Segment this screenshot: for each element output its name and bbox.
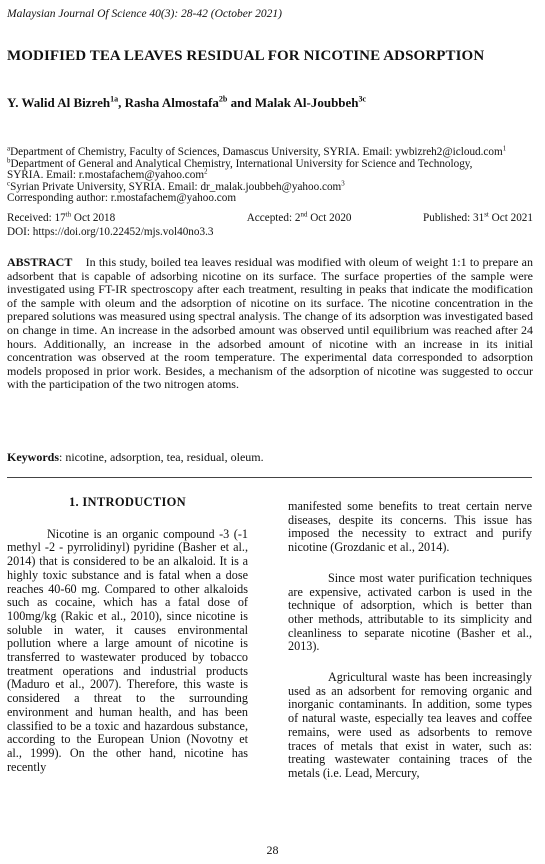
abstract bbox=[7, 256, 533, 392]
keywords-text: : nicotine, adsorption, tea, residual, oleum. bbox=[59, 450, 264, 464]
author-separator: and bbox=[227, 95, 255, 110]
affiliation-text: Department of General and Analytical Chemistry, International University for Science and Technology, bbox=[10, 157, 473, 170]
affiliation-sup: b bbox=[7, 155, 11, 164]
publication-dates bbox=[7, 212, 533, 224]
author-list bbox=[7, 95, 366, 111]
section-heading: 1. INTRODUCTION bbox=[68, 495, 186, 509]
author-name: Malak Al-Joubbeh bbox=[254, 95, 359, 110]
affiliation-tail-sup: 2 bbox=[204, 167, 208, 176]
section-divider bbox=[7, 477, 532, 478]
affiliation-text: Department of Chemistry, Faculty of Sciences, Damascus University, SYRIA. Email: ywbizreh2@icloud.com bbox=[10, 146, 503, 158]
affiliation-text: Syrian Private University, SYRIA. Email: dr_malak.joubbeh@yahoo.com bbox=[10, 180, 342, 193]
paragraph: manifested some benefits to treat certain nerve diseases, despite its concerns. This issue has imposed the necessity to extract and purify nicotine (Grozdanic et al., 2014). bbox=[288, 499, 532, 555]
author-name: Rasha Almostafa bbox=[124, 95, 219, 110]
paragraph: Agricultural waste has been increasingly used as an adsorbent for removing organic and inorganic contaminants. In addition, some types of natural waste, especially tea leaves and coffee remains, were used as adsorbents to remove traces of metals that exist in water, such as: treating wastewater containing traces of the metals (i.e. Lead, Mercury, bbox=[288, 670, 532, 780]
right-column bbox=[288, 500, 532, 781]
affiliation-text: Corresponding author: r.mostafachem@yahoo.com bbox=[7, 192, 237, 205]
author-name: Y. Walid Al Bizreh bbox=[7, 95, 111, 110]
keywords bbox=[7, 450, 533, 465]
affiliations bbox=[7, 144, 539, 205]
affiliation-tail-sup: 1 bbox=[502, 144, 507, 153]
affiliation-sup: a bbox=[7, 144, 11, 153]
paragraph: Nicotine is an organic compound -3 (-1 methyl -2 - pyrrolidinyl) pyridine (Basher et al., 2014) that is considered to be an alkaloid. It is a highly toxic substance and is fatal when a dose reaches 40-60 mg. Compared to other alkaloids such as cocaine, which has a fatal dose of 100mg/kg (Rakic et al., 2010), since nicotine is soluble in water, it causes environmental pollution where a large amount of nicotine is transferred to wastewater produced by tobacco treatment operations and industrial products (Maduro et al., 2007). Therefore, this waste is considered a threat to the surrounding environment and human health, and has been classified to be a toxic and hazardous substance, according to the European Union (Novotny et al., 1999). On the other hand, nicotine has recently bbox=[7, 526, 248, 774]
author-sup: 3c bbox=[358, 94, 367, 104]
published-date: Published: 31st Oct 2021 bbox=[423, 210, 533, 224]
received-date: Received: 17th Oct 2018 bbox=[7, 210, 116, 224]
author-sup: 1a bbox=[110, 94, 119, 104]
page-number: 28 bbox=[266, 843, 279, 857]
paper-title: MODIFIED TEA LEAVES RESIDUAL FOR NICOTINE ADSORPTION bbox=[7, 48, 485, 64]
author-sup: 2b bbox=[218, 94, 228, 104]
doi-link[interactable]: DOI: https://doi.org/10.22452/mjs.vol40no3.3 bbox=[7, 226, 214, 238]
author-separator: , bbox=[118, 95, 125, 110]
accepted-date: Accepted: 2nd Oct 2020 bbox=[246, 210, 352, 224]
affiliation-tail-sup: 3 bbox=[341, 179, 345, 188]
paragraph: Since most water purification techniques are expensive, activated carbon is used in the technique of adsorption, which is better than other methods, attributable to its simplicity and cleanliness to separate nicotine (Basher et al., 2013). bbox=[288, 570, 532, 654]
keywords-label: Keywords bbox=[7, 450, 59, 464]
journal-header: Malaysian Journal Of Science 40(3): 28-42 (October 2021) bbox=[7, 8, 282, 20]
affiliation-line bbox=[7, 193, 539, 205]
affiliation-text: SYRIA. Email: r.mostafachem@yahoo.com bbox=[7, 169, 205, 182]
left-column bbox=[7, 496, 248, 774]
affiliation-sup: c bbox=[7, 179, 11, 188]
abstract-heading: ABSTRACT bbox=[7, 255, 73, 269]
abstract-text: In this study, boiled tea leaves residual was modified with oleum of weight 1:1 to prepare an adsorbent that is capable of adsorbing nicotine on its surface. The surface properties of the sample were investigated using FT-IR spectroscopy after each treatment, resulting in peaks that indicate the modification of the sample with oleum and the adsorption of nicotine on its surface. The nicotine concentration in the prepared solutions was measured using spectral analysis. The change of its adsorption was investigated based on change in time. An increase in the adsorbed amount was observed until equilibrium was reached after 24 hours. Additionally, an increase in the adsorbed amount of nicotine with an increase in its initial concentration was observed at the room temperature. The experimental data corresponded to adsorption models proposed in prior work. Besides, a mechanism of the adsorption of nicotine was suggested to occur with the participation of the two nitrogen atoms. bbox=[7, 255, 533, 392]
